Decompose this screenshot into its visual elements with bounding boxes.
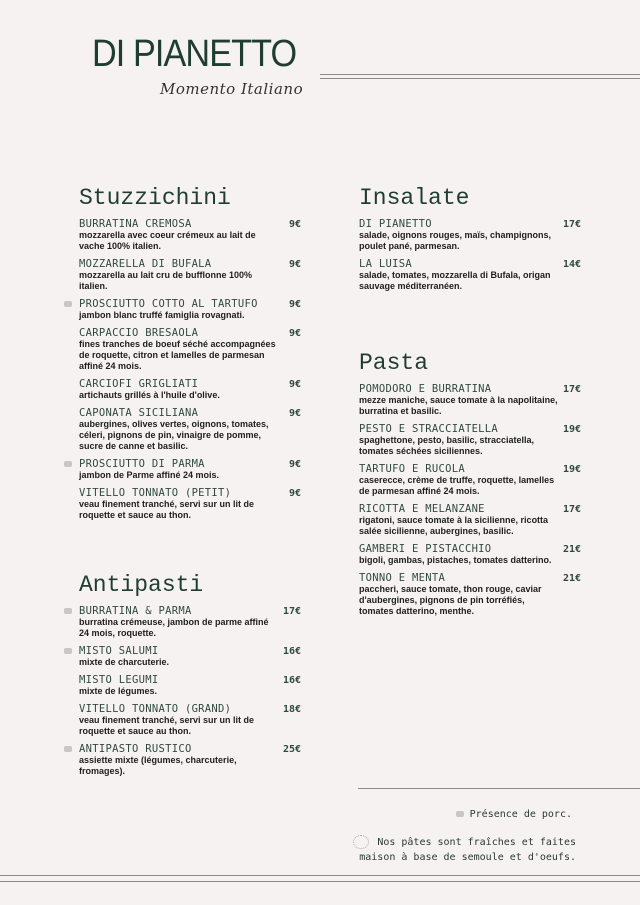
section-title: Stuzzichini	[79, 185, 231, 211]
item-description: jambon de Parme affiné 24 mois.	[79, 470, 220, 480]
item-price: 9€	[288, 299, 301, 310]
item-description: mezze maniche, sauce tomate à la napolitaine, burratina et basilic.	[359, 395, 558, 416]
pasta-note-line: Nos pâtes sont fraîches et faites	[377, 837, 576, 848]
pasta-note	[353, 835, 576, 865]
pork-icon	[64, 608, 72, 614]
item-name: GAMBERI E PISTACCHIO	[359, 543, 492, 555]
pork-icon	[456, 811, 464, 817]
section-pasta	[359, 350, 589, 624]
item-description: paccheri, sauce tomate, thon rouge, caviar d'aubergines, pignons de pin torréfiés, tomates datterino, menthe.	[359, 584, 542, 616]
item-price: 17€	[562, 504, 581, 515]
section-insalate	[359, 185, 589, 299]
menu-item	[79, 408, 309, 452]
pork-note: Présence de porc.	[469, 809, 572, 820]
item-price: 9€	[288, 408, 301, 419]
item-price: 9€	[288, 259, 301, 270]
item-price: 16€	[282, 646, 301, 657]
item-description: spaghettone, pesto, basilic, stracciatella, tomates séchées siciliennes.	[359, 435, 535, 456]
item-price: 9€	[288, 488, 301, 499]
pork-icon	[64, 746, 72, 752]
tagline: Momento Italiano	[160, 80, 304, 98]
item-price: 17€	[562, 384, 581, 395]
item-price: 9€	[288, 219, 301, 230]
item-description: mixte de charcuterie.	[79, 657, 170, 667]
menu-item	[79, 704, 309, 737]
item-description: assiette mixte (légumes, charcuterie, fromages).	[79, 755, 237, 776]
item-description: mozzarella avec coeur crémeux au lait de vache 100% italien.	[79, 230, 256, 251]
pork-icon	[64, 648, 72, 654]
section-title: Antipasti	[79, 572, 204, 598]
item-description: mozzarella au lait cru de bufflonne 100% italien.	[79, 270, 253, 291]
item-name: PROSCIUTTO COTTO AL TARTUFO	[79, 298, 258, 310]
item-name: LA LUISA	[359, 258, 412, 270]
menu-item	[79, 744, 309, 777]
item-price: 19€	[562, 424, 581, 435]
item-price: 14€	[562, 259, 581, 270]
item-price: 25€	[282, 744, 301, 755]
item-name: VITELLO TONNATO (GRAND)	[79, 703, 232, 715]
menu-item	[359, 573, 589, 617]
item-name: CARCIOFI GRIGLIATI	[79, 378, 199, 390]
item-price: 18€	[282, 704, 301, 715]
item-description: artichauts grillés à l'huile d'olive.	[79, 390, 220, 400]
item-price: 21€	[562, 573, 581, 584]
item-description: rigatoni, sauce tomate à la sicilienne, ricotta salée sicilienne, aubergines, basilic.	[359, 515, 549, 536]
item-price: 16€	[282, 675, 301, 686]
item-description: mixte de légumes.	[79, 686, 158, 696]
pork-icon	[64, 301, 72, 307]
item-description: salade, oignons rouges, maïs, champignons, poulet pané, parmesan.	[359, 230, 552, 251]
item-name: MOZZARELLA DI BUFALA	[79, 258, 212, 270]
item-description: caserecce, crème de truffe, roquette, lamelles de parmesan affiné 24 mois.	[359, 475, 555, 496]
menu-item	[79, 459, 309, 481]
section-antipasti	[79, 572, 309, 784]
pork-legend	[456, 809, 572, 820]
section-title: Insalate	[359, 185, 470, 211]
item-name: MISTO SALUMI	[79, 645, 159, 657]
item-description: aubergines, olives vertes, oignons, tomates, céleri, pignons de pin, vinaigre de pomme, sucre de canne et basilic.	[79, 419, 269, 451]
item-name: PESTO E STRACCIATELLA	[359, 423, 499, 435]
item-name: CAPONATA SICILIANA	[79, 407, 199, 419]
menu-item	[79, 299, 309, 321]
item-name: CARPACCIO BRESAOLA	[79, 327, 199, 339]
menu-item	[79, 488, 309, 521]
menu-item	[79, 675, 309, 697]
item-name: ANTIPASTO RUSTICO	[79, 743, 192, 755]
item-description: burratina crémeuse, jambon de parme affiné 24 mois, roquette.	[79, 617, 269, 638]
item-description: veau finement tranché, servi sur un lit de roquette et sauce au thon.	[79, 715, 255, 736]
menu-item	[79, 379, 309, 401]
item-name: BURRATINA & PARMA	[79, 605, 192, 617]
item-price: 17€	[562, 219, 581, 230]
menu-item	[359, 424, 589, 457]
item-name: TARTUFO E RUCOLA	[359, 463, 465, 475]
item-price: 9€	[288, 379, 301, 390]
item-name: VITELLO TONNATO (PETIT)	[79, 487, 232, 499]
menu-item	[359, 544, 589, 566]
item-name: TONNO E MENTA	[359, 572, 446, 584]
item-price: 9€	[288, 328, 301, 339]
item-name: POMODORO E BURRATINA	[359, 383, 492, 395]
item-name: DI PIANETTO	[359, 218, 432, 230]
item-price: 9€	[288, 459, 301, 470]
menu-item	[79, 606, 309, 639]
divider	[0, 875, 640, 876]
item-description: fines tranches de boeuf séché accompagnées de roquette, citron et lamelles de parmesan affiné 24 mois.	[79, 339, 276, 371]
pasta-note-line: maison à base de semoule et d'oeufs.	[359, 852, 576, 863]
item-price: 17€	[282, 606, 301, 617]
item-description: jambon blanc truffé famiglia rovagnati.	[79, 310, 245, 320]
menu-item	[359, 259, 589, 292]
item-name: BURRATINA CREMOSA	[79, 218, 192, 230]
menu-item	[359, 384, 589, 417]
item-name: RICOTTA E MELANZANE	[359, 503, 485, 515]
divider	[358, 788, 640, 789]
item-price: 19€	[562, 464, 581, 475]
menu-item	[79, 328, 309, 372]
item-description: bigoli, gambas, pistaches, tomates datterino.	[359, 555, 552, 565]
item-description: salade, tomates, mozzarella di Bufala, origan sauvage méditerranéen.	[359, 270, 551, 291]
pasta-icon	[353, 835, 369, 849]
item-name: MISTO LEGUMI	[79, 674, 159, 686]
section-stuzzichini	[79, 185, 309, 528]
divider	[0, 881, 640, 882]
section-title: Pasta	[359, 350, 429, 376]
restaurant-logo: DI PIANETTO	[92, 33, 297, 75]
divider	[320, 78, 640, 79]
menu-item	[359, 504, 589, 537]
menu-item	[79, 219, 309, 252]
divider	[320, 74, 640, 75]
menu-item	[359, 464, 589, 497]
item-description: veau finement tranché, servi sur un lit de roquette et sauce au thon.	[79, 499, 255, 520]
item-price: 21€	[562, 544, 581, 555]
menu-item	[359, 219, 589, 252]
menu-item	[79, 259, 309, 292]
pork-icon	[64, 461, 72, 467]
menu-item	[79, 646, 309, 668]
item-name: PROSCIUTTO DI PARMA	[79, 458, 205, 470]
